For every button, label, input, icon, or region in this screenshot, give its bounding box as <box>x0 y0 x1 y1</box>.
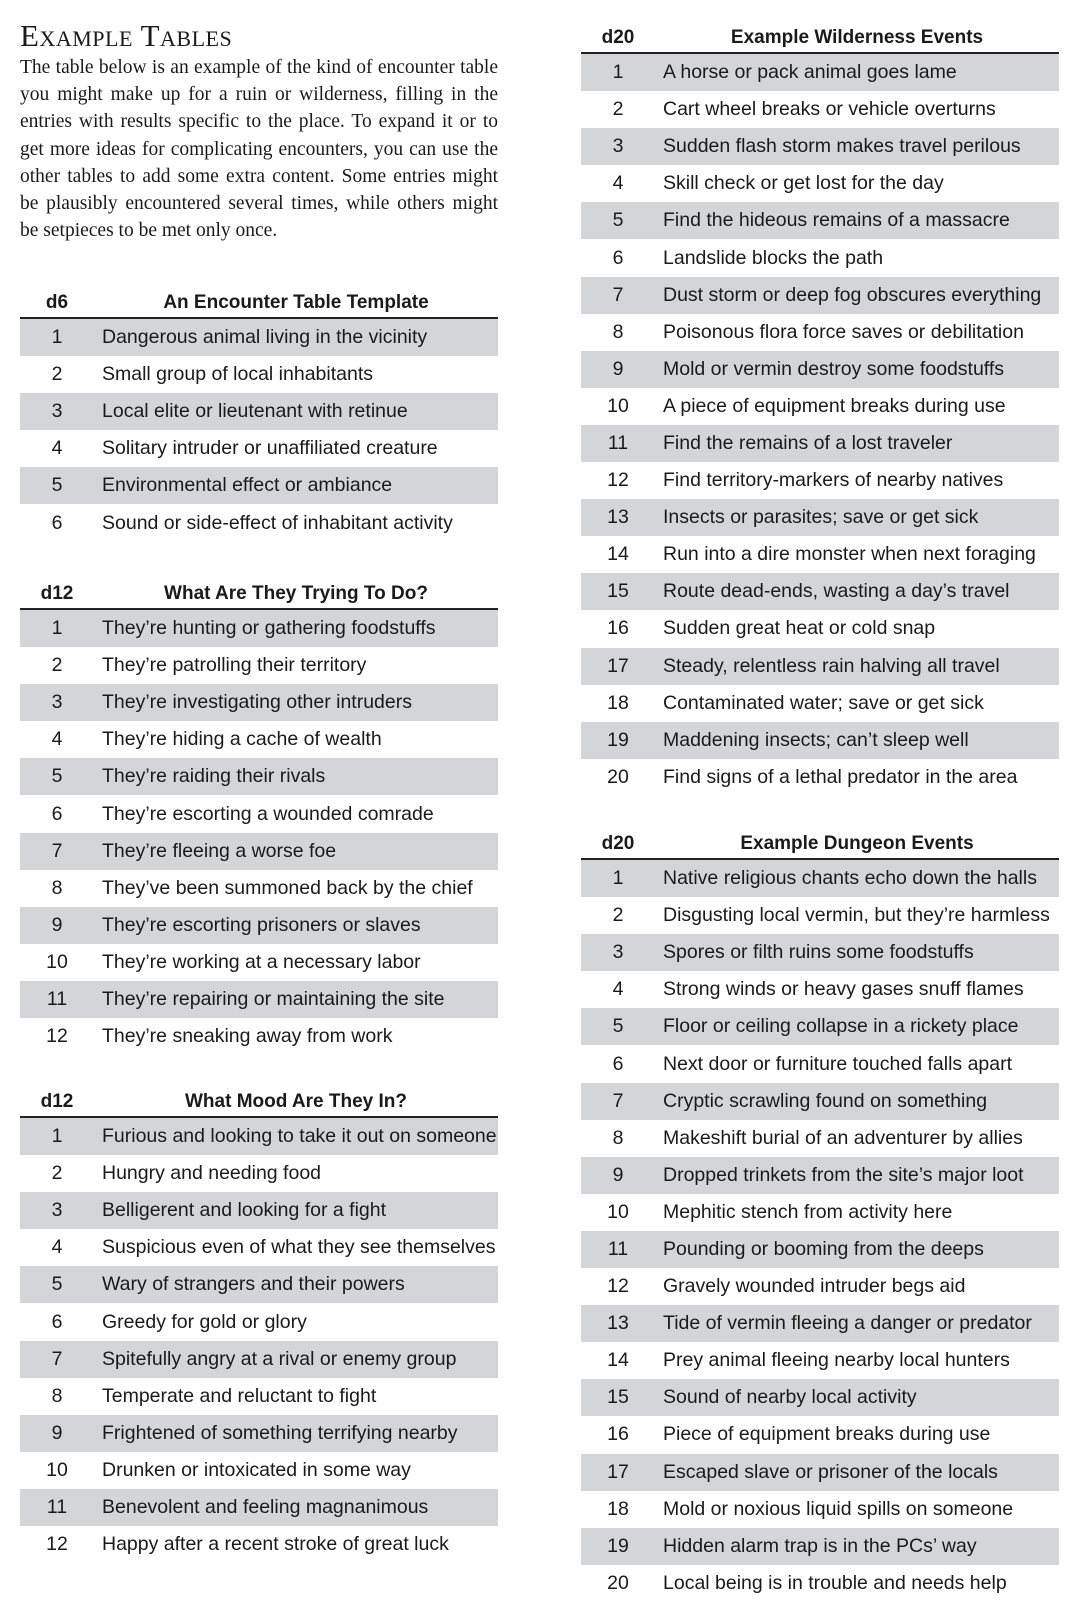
row-text: Contaminated water; save or get sick <box>663 691 984 714</box>
table-row <box>581 1565 1059 1602</box>
row-text: Maddening insects; can’t sleep well <box>663 728 969 751</box>
table-row <box>20 1341 498 1378</box>
row-text: Find signs of a lethal predator in the area <box>663 765 1018 788</box>
row-text: Spitefully angry at a rival or enemy group <box>102 1347 457 1370</box>
row-number: 13 <box>607 506 629 529</box>
row-number: 18 <box>607 1497 629 1520</box>
row-number: 5 <box>51 765 63 788</box>
row-text: Temperate and reluctant to fight <box>102 1384 377 1407</box>
table-row <box>20 467 498 504</box>
row-number: 3 <box>51 691 63 714</box>
row-number: 2 <box>51 363 63 386</box>
row-text: Escaped slave or prisoner of the locals <box>663 1460 998 1483</box>
table-row <box>581 54 1059 91</box>
row-text: Poisonous flora force saves or debilitation <box>663 320 1024 343</box>
row-text: Next door or furniture touched falls apart <box>663 1052 1013 1075</box>
table-row <box>581 610 1059 647</box>
table-row <box>581 202 1059 239</box>
row-number: 10 <box>607 394 629 417</box>
row-number: 1 <box>51 617 63 640</box>
row-text: Find territory-markers of nearby natives <box>663 469 1004 492</box>
row-number: 4 <box>51 1236 63 1259</box>
row-text: Prey animal fleeing nearby local hunters <box>663 1349 1010 1372</box>
table-title: Example Dungeon Events <box>740 833 974 854</box>
row-text: Local being is in trouble and needs help <box>663 1571 1007 1594</box>
row-number: 17 <box>607 1460 629 1483</box>
row-number: 13 <box>607 1312 629 1335</box>
row-number: 7 <box>612 1089 624 1112</box>
table-row <box>20 795 498 832</box>
table-row <box>20 981 498 1018</box>
row-text: They’re hiding a cache of wealth <box>102 728 382 751</box>
row-text: Dust storm or deep fog obscures everything <box>663 283 1042 306</box>
table-title: An Encounter Table Template <box>163 292 429 313</box>
row-text: They’re investigating other intruders <box>102 691 412 714</box>
row-number: 5 <box>612 1015 624 1038</box>
row-text: Sound or side-effect of inhabitant activity <box>102 511 453 534</box>
row-text: Landslide blocks the path <box>663 246 884 269</box>
row-text: They’re repairing or maintaining the site <box>102 987 445 1010</box>
row-text: Piece of equipment breaks during use <box>663 1423 991 1446</box>
row-text: Dangerous animal living in the vicinity <box>102 326 428 349</box>
row-number: 16 <box>607 617 629 640</box>
row-number: 6 <box>51 511 63 534</box>
table-row <box>581 759 1059 796</box>
table-row <box>20 504 498 541</box>
table-row <box>20 1303 498 1340</box>
row-text: Happy after a recent stroke of great luck <box>102 1533 449 1556</box>
table-body <box>20 319 498 542</box>
table-row <box>20 1155 498 1192</box>
row-number: 8 <box>51 1384 63 1407</box>
table-row <box>20 356 498 393</box>
row-number: 2 <box>51 1162 63 1185</box>
table-row <box>581 1491 1059 1528</box>
row-text: They’re working at a necessary labor <box>102 950 421 973</box>
row-text: Drunken or intoxicated in some way <box>102 1458 411 1481</box>
row-number: 7 <box>612 283 624 306</box>
table-row <box>20 1415 498 1452</box>
row-number: 4 <box>612 978 624 1001</box>
row-number: 11 <box>46 987 68 1010</box>
die-label: d20 <box>601 833 635 854</box>
table-row <box>581 388 1059 425</box>
table-wilderness <box>581 20 1059 796</box>
table-row <box>20 1378 498 1415</box>
row-text: Strong winds or heavy gases snuff flames <box>663 978 1024 1001</box>
row-text: Furious and looking to take it out on someone <box>102 1125 497 1148</box>
row-text: Native religious chants echo down the halls <box>663 867 1037 890</box>
table-row <box>581 1416 1059 1453</box>
table-trying <box>20 576 498 1055</box>
row-number: 2 <box>612 98 624 121</box>
table-row <box>20 647 498 684</box>
row-text: Benevolent and feeling magnanimous <box>102 1495 429 1518</box>
row-number: 4 <box>51 728 63 751</box>
table-encounter <box>20 285 498 542</box>
row-number: 2 <box>612 904 624 927</box>
row-number: 19 <box>607 1534 629 1557</box>
row-text: Dropped trinkets from the site’s major loot <box>663 1163 1024 1186</box>
row-text: Find the hideous remains of a massacre <box>663 209 1010 232</box>
row-number: 20 <box>607 765 629 788</box>
table-row <box>581 1194 1059 1231</box>
row-text: Skill check or get lost for the day <box>663 172 944 195</box>
row-number: 6 <box>612 246 624 269</box>
table-header <box>20 1084 498 1118</box>
row-text: They’re fleeing a worse foe <box>102 839 337 862</box>
row-text: They’re hunting or gathering foodstuffs <box>102 617 436 640</box>
table-row <box>20 1118 498 1155</box>
table-row <box>581 351 1059 388</box>
row-number: 12 <box>46 1025 68 1048</box>
row-number: 10 <box>46 950 68 973</box>
table-row <box>581 648 1059 685</box>
die-label: d6 <box>45 292 69 313</box>
row-number: 7 <box>51 1347 63 1370</box>
row-number: 9 <box>612 357 624 380</box>
die-label: d20 <box>601 27 635 48</box>
row-number: 6 <box>51 1310 63 1333</box>
row-number: 4 <box>612 172 624 195</box>
row-text: A piece of equipment breaks during use <box>663 394 1006 417</box>
row-text: Steady, relentless rain halving all travel <box>663 654 1000 677</box>
table-header <box>581 20 1059 54</box>
row-number: 12 <box>607 469 629 492</box>
row-text: Cryptic scrawling found on something <box>663 1089 988 1112</box>
table-row <box>20 319 498 356</box>
row-number: 15 <box>607 580 629 603</box>
row-text: Local elite or lieutenant with retinue <box>102 400 408 423</box>
row-text: Insects or parasites; save or get sick <box>663 506 979 529</box>
table-row <box>20 1018 498 1055</box>
table-row <box>581 1305 1059 1342</box>
table-row <box>20 944 498 981</box>
row-number: 16 <box>607 1423 629 1446</box>
table-row <box>20 1192 498 1229</box>
row-number: 11 <box>46 1495 68 1518</box>
row-text: Hidden alarm trap is in the PCs’ way <box>663 1534 977 1557</box>
table-row <box>581 1008 1059 1045</box>
row-text: Mold or vermin destroy some foodstuffs <box>663 357 1005 380</box>
table-row <box>581 499 1059 536</box>
row-number: 7 <box>51 839 63 862</box>
table-row <box>20 393 498 430</box>
table-header <box>20 285 498 319</box>
row-text: Find the remains of a lost traveler <box>663 431 953 454</box>
table-row <box>20 1452 498 1489</box>
row-number: 20 <box>607 1571 629 1594</box>
table-title: What Mood Are They In? <box>184 1091 407 1112</box>
table-body <box>20 1118 498 1563</box>
row-number: 3 <box>51 400 63 423</box>
table-row <box>581 462 1059 499</box>
row-number: 1 <box>51 326 63 349</box>
row-text: They’re sneaking away from work <box>102 1025 393 1048</box>
row-number: 2 <box>51 654 63 677</box>
table-row <box>20 870 498 907</box>
row-number: 3 <box>612 135 624 158</box>
table-row <box>581 536 1059 573</box>
table-row <box>581 685 1059 722</box>
table-body <box>581 860 1059 1602</box>
row-number: 8 <box>51 876 63 899</box>
table-row <box>20 684 498 721</box>
row-number: 3 <box>612 941 624 964</box>
row-text: Solitary intruder or unaffiliated creature <box>102 437 438 460</box>
row-number: 18 <box>607 691 629 714</box>
row-number: 10 <box>46 1458 68 1481</box>
row-text: Greedy for gold or glory <box>102 1310 307 1333</box>
row-number: 1 <box>51 1125 63 1148</box>
row-text: Hungry and needing food <box>102 1162 322 1185</box>
table-row <box>581 239 1059 276</box>
row-text: Route dead-ends, wasting a day’s travel <box>663 580 1010 603</box>
row-text: Mold or noxious liquid spills on someone <box>663 1497 1014 1520</box>
row-number: 9 <box>51 1421 63 1444</box>
table-row <box>581 1120 1059 1157</box>
table-row <box>581 1231 1059 1268</box>
row-number: 4 <box>51 437 63 460</box>
row-number: 5 <box>612 209 624 232</box>
table-row <box>581 165 1059 202</box>
row-text: Disgusting local vermin, but they’re harmless <box>663 904 1050 927</box>
row-text: Mephitic stench from activity here <box>663 1200 953 1223</box>
row-text: Pounding or booming from the deeps <box>663 1237 984 1260</box>
table-row <box>581 1528 1059 1565</box>
table-row <box>20 721 498 758</box>
table-dungeon <box>581 826 1059 1602</box>
row-number: 17 <box>607 654 629 677</box>
table-row <box>581 1268 1059 1305</box>
row-number: 12 <box>607 1275 629 1298</box>
row-text: Spores or filth ruins some foodstuffs <box>663 941 974 964</box>
table-row <box>581 573 1059 610</box>
table-mood <box>20 1084 498 1563</box>
row-text: Environmental effect or ambiance <box>102 474 393 497</box>
row-number: 5 <box>51 474 63 497</box>
row-number: 10 <box>607 1200 629 1223</box>
table-row <box>581 1342 1059 1379</box>
row-text: They’re raiding their rivals <box>102 765 326 788</box>
row-number: 6 <box>51 802 63 825</box>
row-number: 9 <box>612 1163 624 1186</box>
row-text: Sound of nearby local activity <box>663 1386 917 1409</box>
table-row <box>20 833 498 870</box>
row-number: 11 <box>607 431 629 454</box>
row-number: 15 <box>607 1386 629 1409</box>
die-label: d12 <box>40 1091 74 1112</box>
row-text: Sudden flash storm makes travel perilous <box>663 135 1021 158</box>
table-row <box>581 1379 1059 1416</box>
table-body <box>20 610 498 1055</box>
table-row <box>581 897 1059 934</box>
table-row <box>20 430 498 467</box>
table-row <box>20 1266 498 1303</box>
row-text: They’re patrolling their territory <box>102 654 367 677</box>
row-text: Makeshift burial of an adventurer by allies <box>663 1126 1023 1149</box>
table-row <box>581 1083 1059 1120</box>
row-text: They’re escorting prisoners or slaves <box>102 913 421 936</box>
table-row <box>581 934 1059 971</box>
row-number: 8 <box>612 320 624 343</box>
table-row <box>20 758 498 795</box>
table-title: Example Wilderness Events <box>730 27 984 48</box>
row-text: Tide of vermin fleeing a danger or predator <box>663 1312 1032 1335</box>
table-row <box>581 277 1059 314</box>
row-number: 12 <box>46 1533 68 1556</box>
table-row <box>581 91 1059 128</box>
table-row <box>581 425 1059 462</box>
table-row <box>581 1045 1059 1082</box>
table-row <box>581 1157 1059 1194</box>
row-number: 5 <box>51 1273 63 1296</box>
row-text: Cart wheel breaks or vehicle overturns <box>663 98 996 121</box>
row-number: 19 <box>607 728 629 751</box>
row-text: Run into a dire monster when next foraging <box>663 543 1036 566</box>
table-row <box>581 1454 1059 1491</box>
row-number: 14 <box>607 543 629 566</box>
die-label: d12 <box>40 583 74 604</box>
table-title: What Are They Trying To Do? <box>164 583 428 604</box>
row-text: Gravely wounded intruder begs aid <box>663 1275 966 1298</box>
table-header <box>20 576 498 610</box>
intro-paragraph: The table below is an example of the kind of encounter table you might make up for a ruin or wilderness, filling in the entries with results specific to the place. To expand it or to get more ideas for complicating encounters, you can use the other tables to add some extra content. Some entries might be plausibly encountered several times, while others might be setpieces to be met only once. <box>20 57 498 242</box>
row-text: Suspicious even of what they see themselves <box>102 1236 496 1259</box>
row-number: 1 <box>612 867 624 890</box>
table-row <box>581 722 1059 759</box>
table-row <box>20 907 498 944</box>
row-text: Sudden great heat or cold snap <box>663 617 936 640</box>
table-row <box>581 314 1059 351</box>
row-text: Floor or ceiling collapse in a rickety place <box>663 1015 1019 1038</box>
row-number: 11 <box>607 1237 629 1260</box>
table-row <box>20 1489 498 1526</box>
table-row <box>581 128 1059 165</box>
row-number: 14 <box>607 1349 629 1372</box>
table-row <box>20 1229 498 1266</box>
row-text: Frightened of something terrifying nearby <box>102 1421 458 1444</box>
row-number: 9 <box>51 913 63 936</box>
table-body <box>581 54 1059 796</box>
row-number: 1 <box>612 61 624 84</box>
row-text: They’re escorting a wounded comrade <box>102 802 434 825</box>
table-row <box>581 860 1059 897</box>
table-row <box>20 610 498 647</box>
row-text: Belligerent and looking for a fight <box>102 1199 387 1222</box>
table-header <box>581 826 1059 860</box>
row-number: 3 <box>51 1199 63 1222</box>
row-number: 6 <box>612 1052 624 1075</box>
row-text: Wary of strangers and their powers <box>102 1273 405 1296</box>
table-row <box>20 1526 498 1563</box>
section-title: Example Tables <box>20 18 233 53</box>
table-row <box>581 971 1059 1008</box>
row-text: They’ve been summoned back by the chief <box>102 876 473 899</box>
row-text: A horse or pack animal goes lame <box>663 61 957 84</box>
row-number: 8 <box>612 1126 624 1149</box>
row-text: Small group of local inhabitants <box>102 363 373 386</box>
